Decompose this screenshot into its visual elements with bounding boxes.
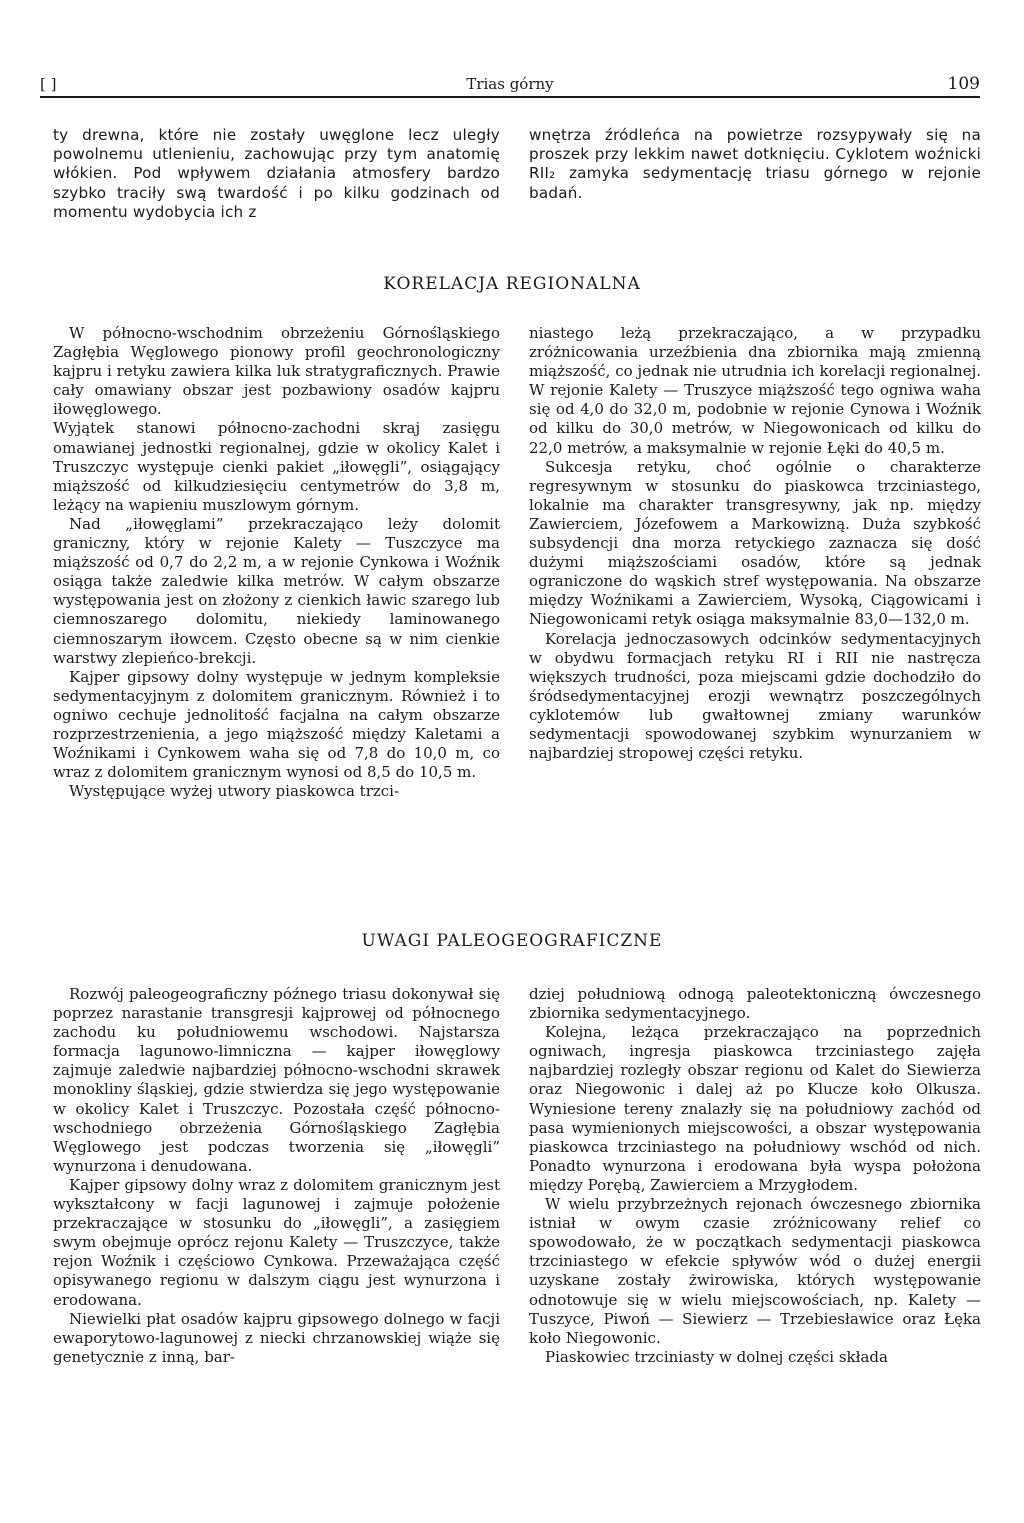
section1-left-column — [53, 324, 500, 801]
paragraph: Niewielki płat osadów kajpru gipsowego dolnego w facji ewaporytowo-lagunowej z niecki chrzanowskiej wiąże się genetycznie z inną, bar- — [53, 1309, 500, 1366]
paragraph: Kolejna, leżąca przekraczająco na poprzednich ogniwach, ingresja piaskowca trzciniastego zajęła najbardziej rozległy obszar regionu od Kalet do Siewierza oraz Niegowonic i dalej aż po Klucze koło Olkusza. Wyniesione tereny znalazły się na południowy zachód od pasa wymienionych miejscowości, a obszar występowania piaskowca trzciniastego na południowy wschód od nich. Ponadto wynurzona i erodowana była wyspa położona między Porębą, Zawierciem a Mrzygłodem. — [529, 1023, 981, 1194]
header-bracket: [ ] — [40, 75, 57, 93]
paragraph: Piaskowiec trzciniasty w dolnej części składa — [545, 1347, 888, 1366]
paragraph: niastego leżą przekraczająco, a w przypadku zróżnicowania urzeźbienia dna zbiornika mają zmienną miąższość, co jednak nie utrudnia ich korelacji regionalnej. W rejonie Kalety — Truszyce miąższość tego ogniwa waha się od 4,0 do 32,0 m, podobnie w rejonie Cynowa i Woźnik od kilku do 30,0 metrów, w Niegowonicach od kilku do 22,0 metrów, a maksymalnie w rejonie Łęki do 40,5 m. — [529, 324, 981, 457]
section2-right-column — [529, 985, 981, 1367]
paragraph: ty drewna, które nie zostały uwęglone lecz uległy powolnemu utlenieniu, zachowując przy tym anatomię włókien. Pod wpływem działania atmosfery bardzo szybko traciły swą twardość i po kilku godzinach od momentu wydobycia ich z — [53, 126, 500, 221]
section0-left-column — [53, 126, 500, 222]
paragraph: Kajper gipsowy dolny wraz z dolomitem granicznym jest wykształcony w facji lagunowej i zajmuje położenie przekraczające w stosunku do „iłowęgli”, a zasięgiem swym obejmuje oprócz rejonu Kalety — Truszczyce, także rejon Woźnik i częściowo Cynkowa. Przeważająca część opisywanego regionu w dalszym ciągu jest wynurzona i erodowana. — [53, 1175, 500, 1309]
section1-right-column — [529, 324, 981, 763]
paragraph: Występujące wyżej utwory piaskowca trzci- — [69, 782, 400, 801]
section2-left-column — [53, 985, 500, 1367]
running-header — [40, 74, 980, 98]
paragraph: W północno-wschodnim obrzeżeniu Górnośląskiego Zagłębia Węglowego pionowy profil geochronologiczny kajpru i retyku zawiera kilka luk stratygraficznych. Prawie cały omawiany obszar jest pozbawiony osadów kajpru iłowęglowego. — [53, 324, 500, 419]
paragraph: Kajper gipsowy dolny występuje w jednym kompleksie sedymentacyjnym z dolomitem granicznym. Również i to ogniwo cechuje jednolitość facjalna na całym obszarze rozprzestrzenienia, a jego miąższość między Kaletami a Woźnikami i Cynkowem waha się od 7,8 do 10,0 m, co wraz z dolomitem granicznym wynosi od 8,5 do 10,5 m. — [53, 667, 500, 782]
paragraph: wnętrza źródleńca na powietrze rozsypywały się na proszek przy lekkim nawet dotknięciu. Cyklotem woźnicki RII₂ zamyka sedymentację triasu górnego w rejonie badań. — [529, 126, 981, 202]
paragraph: Rozwój paleogeograficzny późnego triasu dokonywał się poprzez narastanie transgresji kajprowej od północnego zachodu ku południowemu wschodowi. Najstarsza formacja lagunowo-limniczna — kajper iłowęglowy zajmuje zaledwie najbardziej północno-wschodni skrawek monokliny śląskiej, gdzie stwierdza się jego występowanie w okolicy Kalet i Truszczyc. Pozostała część północno-wschodniego obrzeżenia Górnośląskiego Zagłębia Węglowego jest podczas tworzenia się „iłowęgli” wynurzona i denudowana. — [53, 985, 500, 1175]
section-heading-korelacja: KORELACJA REGIONALNA — [383, 274, 641, 294]
paragraph: W wielu przybrzeżnych rejonach ówczesnego zbiornika istniał w owym czasie zróżnicowany relief co spowodowało, że w początkach sedymentacji piaskowca trzciniastego w efekcie spływów wód o dużej energii uzyskane zostały żwirowiska, których występowanie odnotowuje się w wielu miejscowościach, np. Kalety — Tuszyce, Piwoń — Siewierz — Trzebiesławice oraz Łęka koło Niegowonic. — [529, 1195, 981, 1347]
paragraph: dziej południową odnogą paleotektoniczną ówczesnego zbiornika sedymentacyjnego. — [529, 985, 981, 1023]
section-heading-uwagi: UWAGI PALEOGEOGRAFICZNE — [361, 931, 663, 951]
page-number: 109 — [947, 74, 980, 94]
section0-right-column — [529, 126, 981, 203]
paragraph: Korelacja jednoczasowych odcinków sedymentacyjnych w obydwu formacjach retyku RI i RII nie nastręcza większych trudności, poza miejscami gdzie dochodziło do śródsedymentacyjnej erozji wewnątrz poszczególnych cyklotemów lub gwałtownej zmiany warunków sedymentacji spowodowanej szybkim wynurzaniem w najbardziej stropowej części retyku. — [529, 629, 981, 763]
header-title: Trias górny — [466, 75, 554, 93]
paragraph: Sukcesja retyku, choć ogólnie o charakterze regresywnym w stosunku do piaskowca trzciniastego, lokalnie ma charakter transgresywny, jak np. między Zawierciem, Józefowem a Markowizną. Duża szybkość subsydencji dna morza retyckiego zaznacza się dość dużymi miąższościami osadów, które są jednak ograniczone do wąskich stref występowania. Na obszarze między Woźnikami a Zawierciem, Wysoką, Ciągowicami i Niegowonicami retyk osiąga maksymalnie 83,0—132,0 m. — [529, 457, 981, 629]
paragraph: Wyjątek stanowi północno-zachodni skraj zasięgu omawianej jednostki regionalnej, gdzie w okolicy Kalet i Truszczyc występuje cienki pakiet „iłowęgli”, osiągający miąższość od kilkudziesięciu centymetrów do 3,8 m, leżący na wapieniu muszlowym górnym. — [53, 419, 500, 514]
paragraph: Nad „iłowęglami” przekraczająco leży dolomit graniczny, który w rejonie Kalety — Tuszczyce ma miąższość od 0,7 do 2,2 m, a w rejonie Cynkowa i Woźnik osiąga także zaledwie kilka metrów. W całym obszarze występowania jest on złożony z cienkich ławic szarego lub ciemnoszarego dolomitu, niekiedy laminowanego ciemnoszarym iłowcem. Często obecne są w nim cienkie warstwy zlepieńco-brekcji. — [53, 514, 500, 667]
